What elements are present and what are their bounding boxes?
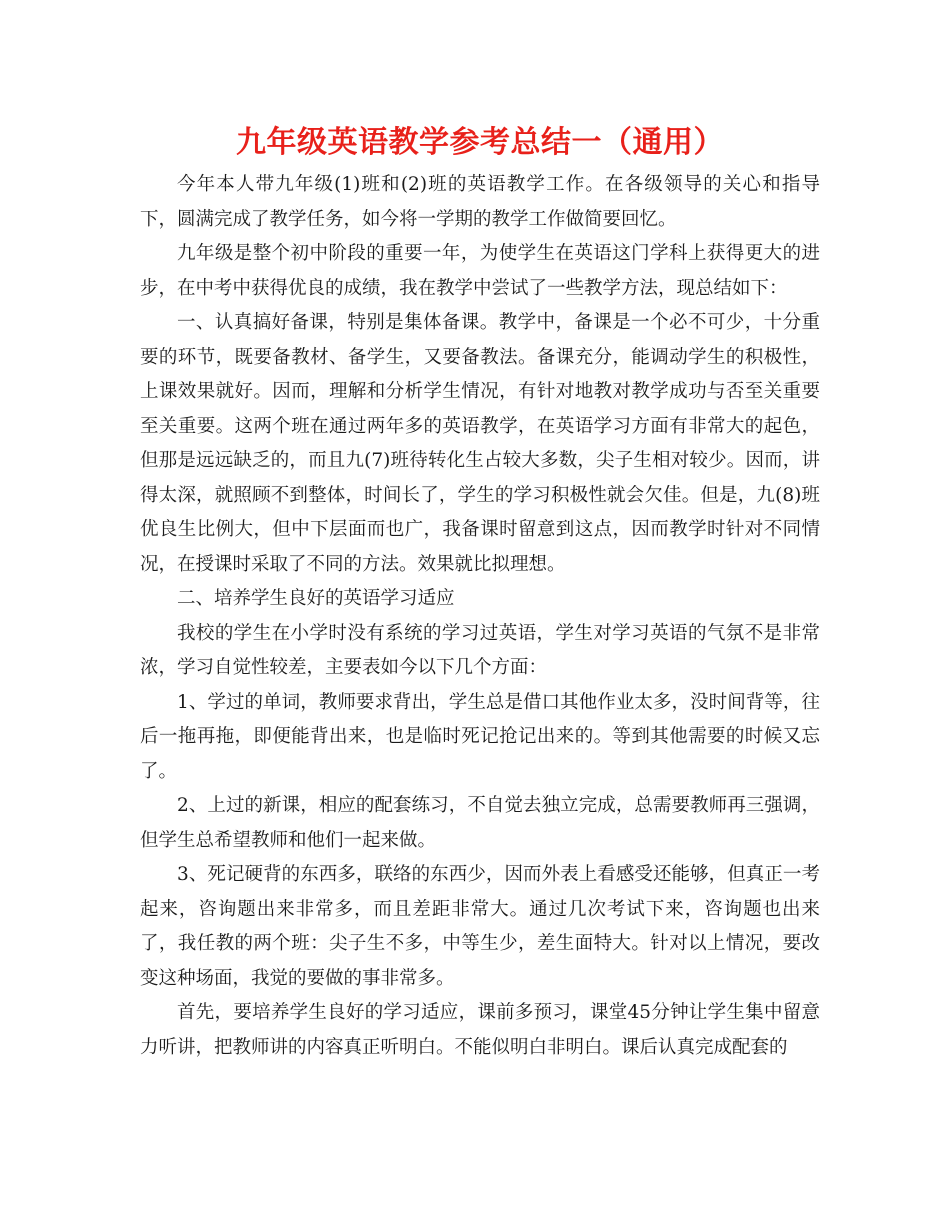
paragraph-point-1: 1、学过的单词，教师要求背出，学生总是借口其他作业太多，没时间背等，往后一拖再拖，即便能背出来，也是临时死记抢记出来的。等到其他需要的时候又忘了。: [140, 691, 820, 782]
document-title: 九年级英语教学参考总结一（通用）: [236, 125, 724, 160]
paragraph-point-3: 3、死记硬背的东西多，联络的东西少，因而外表上看感受还能够，但真正一考起来，咨询题出来非常多，而且差距非常大。通过几次考试下来，咨询题也出来了，我任教的两个班：尖子生不多，中等生少，差生面特大。针对以上情况，要改变这种场面，我觉的要做的事非常多。: [140, 864, 820, 989]
paragraph-point-2: 2、上过的新课，相应的配套练习，不自觉去独立完成，总需要教师再三强调，但学生总希望教师和他们一起来做。: [140, 795, 820, 851]
paragraph-overview: 九年级是整个初中阶段的重要一年，为使学生在英语这门学科上获得更大的进步，在中考中获得优良的成绩，我在教学中尝试了一些教学方法，现总结如下：: [140, 243, 820, 299]
document-page: [140, 118, 820, 1065]
paragraph-first-measure: 首先，要培养学生良好的学习适应，课前多预习，课堂45分钟让学生集中留意力听讲，把教师讲的内容真正听明白。不能似明白非明白。课后认真完成配套的: [140, 1002, 820, 1058]
paragraph-section-two-intro: 我校的学生在小学时没有系统的学习过英语，学生对学习英语的气氛不是非常浓，学习自觉性较差，主要表如今以下几个方面：: [140, 622, 820, 678]
paragraph-section-one: 一、认真搞好备课，特别是集体备课。教学中，备课是一个必不可少，十分重要的环节，既要备教材、备学生，又要备教法。备课充分，能调动学生的积极性，上课效果就好。因而，理解和分析学生情况，有针对地教对教学成功与否至关重要至关重要。这两个班在通过两年多的英语教学，在英语学习方面有非常大的起色，但那是远远缺乏的，而且九(7)班待转化生占较大多数，尖子生相对较少。因而，讲得太深，就照顾不到整体，时间长了，学生的学习积极性就会欠佳。但是，九(8)班优良生比例大，但中下层面而也广，我备课时留意到这点，因而教学时针对不同情况，在授课时采取了不同的方法。效果就比拟理想。: [140, 312, 820, 575]
paragraph-intro: 今年本人带九年级(1)班和(2)班的英语教学工作。在各级领导的关心和指导下，圆满完成了教学任务，如今将一学期的教学工作做简要回忆。: [140, 174, 820, 230]
paragraph-section-two-heading: 二、培养学生良好的英语学习适应: [177, 588, 455, 609]
